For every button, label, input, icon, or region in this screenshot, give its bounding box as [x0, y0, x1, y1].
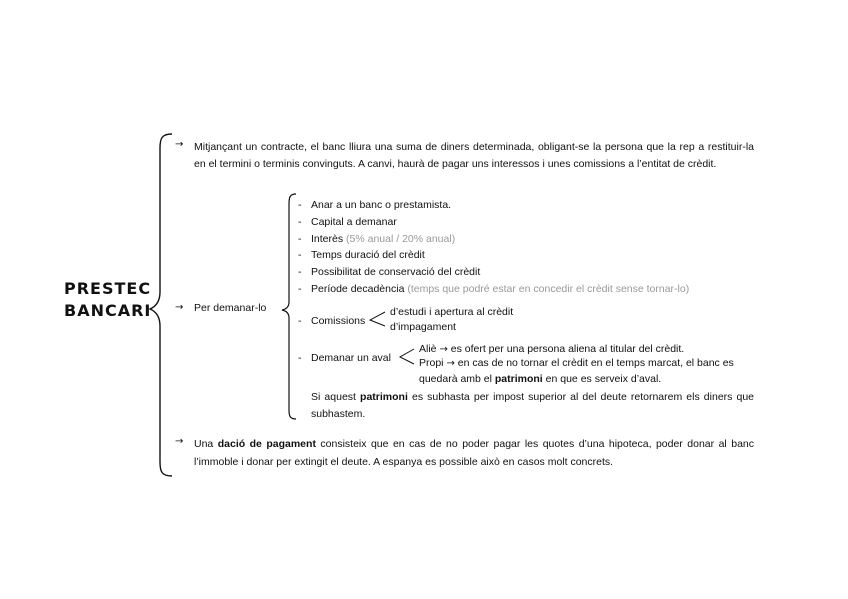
text-segment: consisteix que en cas de no poder pagar les quotes d’una hipoteca, poder donar al banc l’immoble i donar per extingit el deute. A espanya es possible això en casos molt concrets.: [194, 438, 754, 468]
list-item-note: (temps que podré estar en concedir el crèdit sense tornar-lo): [407, 283, 690, 295]
list-dash: -: [298, 199, 302, 211]
list-dash: -: [298, 249, 302, 261]
aval-alie-text: es ofert per una persona aliena al titular del crèdit.: [450, 343, 685, 355]
request-label: Per demanar-lo: [194, 302, 267, 314]
list-item-note: (5% anual / 20% anual): [346, 233, 456, 245]
list-item: Possibilitat de conservació del crèdit: [311, 266, 481, 278]
list-dash: -: [298, 266, 302, 278]
aval-alie-name: Aliè: [419, 343, 437, 355]
list-item-label: Interès: [311, 233, 344, 245]
aval-propi-text: en cas de no tornar el crèdit en el temps marcat, el banc es: [457, 357, 734, 369]
list-item: Anar a un banc o prestamista.: [311, 199, 452, 211]
text-segment: es subhasta per impost superior al del deute retornarem els diners que subhastem.: [311, 391, 755, 420]
list-item-label: Període decadència: [311, 283, 405, 295]
list-dash: -: [298, 216, 302, 228]
aval-label: Demanar un aval: [311, 352, 391, 364]
bold-term: patrimoni: [360, 391, 408, 403]
list-dash: -: [298, 315, 302, 327]
arrow-icon: →: [175, 139, 184, 150]
comission-option: d’estudi i apertura al crèdit: [390, 306, 514, 318]
definition-text: Mitjançant un contracte, el banc lliura una suma de diners determinada, obligant-se la persona que la rep a restituir-la en el termini o terminis convinguts. A canvi, haurà de pagar uns interessos i unes comissions a l’entitat de crèdit.: [194, 141, 754, 170]
list-item: [311, 233, 455, 245]
text-segment: en que es serveix d’aval.: [545, 373, 662, 385]
title-line-1: PRESTEC: [64, 279, 152, 298]
sub-brace: [282, 194, 296, 419]
aval-alie: [419, 343, 684, 355]
text-segment: Si aquest: [311, 391, 356, 403]
arrow-icon: →: [175, 302, 184, 313]
title-line-2: BANCARI: [64, 301, 152, 320]
list-item: [311, 283, 689, 295]
aval-propi-continued: [419, 373, 661, 385]
list-item: Temps duració del crèdit: [311, 249, 425, 261]
bold-term: dació de pagament: [217, 438, 316, 450]
dacio-text: [194, 435, 754, 471]
arrow-icon: →: [446, 358, 455, 369]
list-dash: -: [298, 283, 302, 295]
comissions-fork: [370, 312, 385, 326]
comission-option: d’impagament: [390, 321, 456, 333]
aval-propi-name: Propi: [419, 357, 444, 369]
list-dash: -: [298, 233, 302, 245]
aval-note: [311, 389, 754, 423]
main-brace: [150, 134, 172, 476]
list-dash: -: [298, 352, 302, 364]
text-segment: quedarà amb el: [419, 373, 492, 385]
arrow-icon: →: [439, 344, 448, 355]
comissions-label: Comissions: [311, 315, 366, 327]
aval-fork: [400, 349, 414, 364]
map-title: [64, 278, 152, 322]
arrow-icon: →: [175, 436, 184, 447]
bold-term: patrimoni: [494, 373, 543, 385]
aval-propi: [419, 357, 734, 369]
text-segment: Una: [194, 438, 214, 450]
list-item: Capital a demanar: [311, 216, 397, 228]
